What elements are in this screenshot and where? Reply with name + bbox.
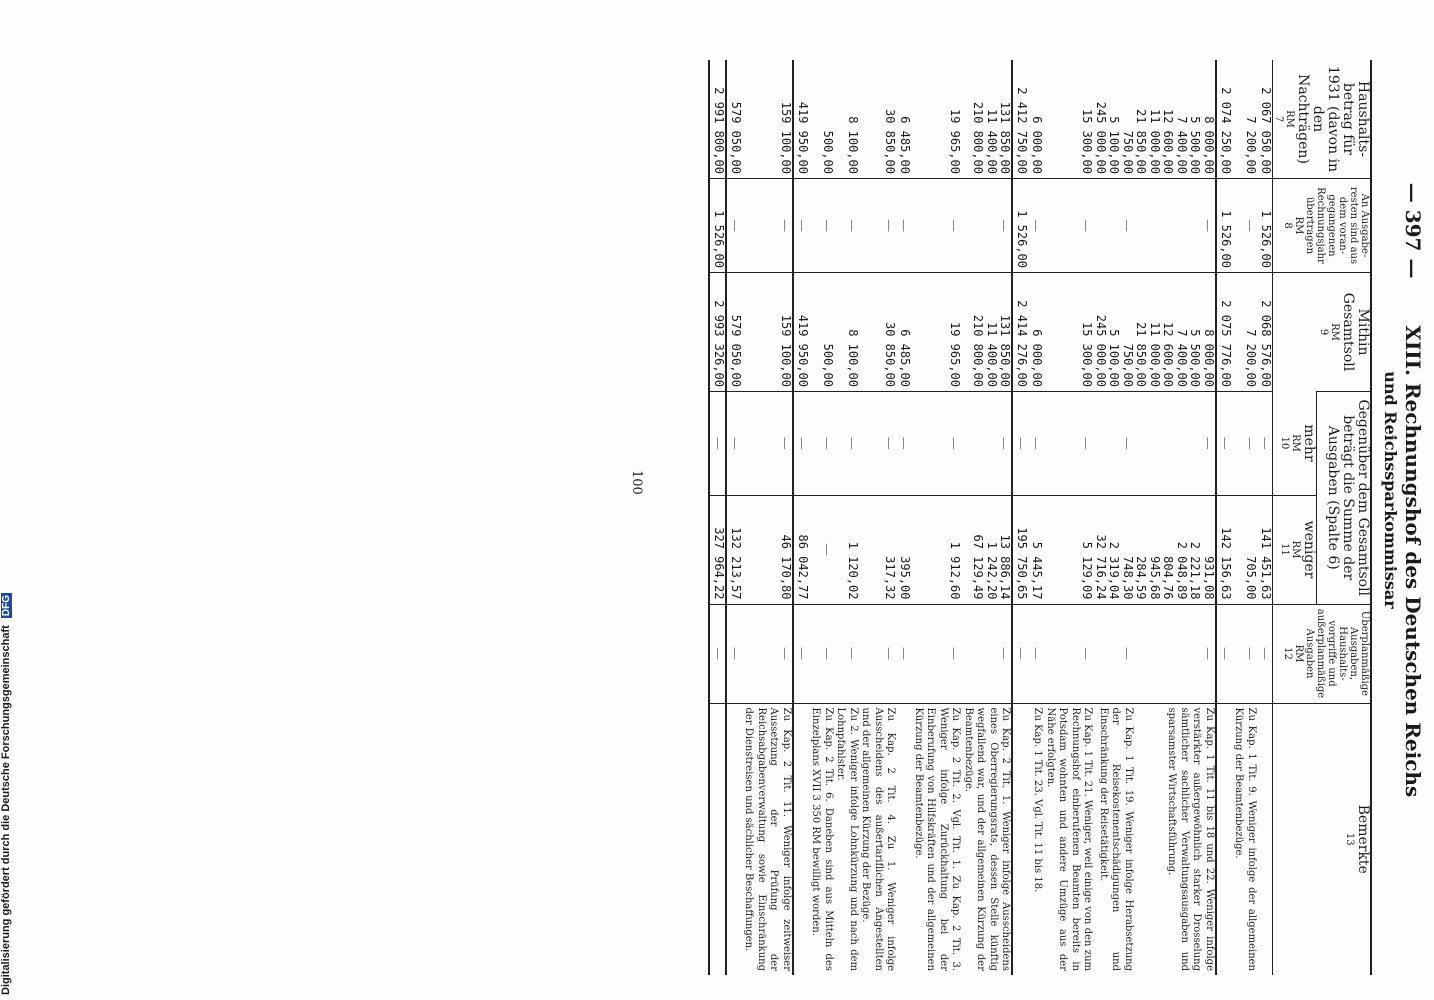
dfg-credit-strip <box>0 0 14 1000</box>
cell-c8: 1 526,00 <box>1216 179 1232 273</box>
cell-c12: — <box>1029 604 1044 703</box>
cell-c10: — <box>709 392 726 496</box>
cell-remark: Zu 2. Weniger infolge Lohnkürzung und nach dem Lohnpfahlster. <box>834 703 859 975</box>
cell-c10: — <box>809 392 834 496</box>
cell-c7: 2 412 750,00 <box>1013 60 1029 179</box>
cell-c12: — <box>1094 604 1135 703</box>
cell-c12: — <box>834 604 859 703</box>
cell-c11: 46 170,80 <box>742 495 793 604</box>
chapter-title: XIII. Rechnungshof des Deutschen Reichs <box>1401 325 1425 798</box>
cell-c8: 1 526,00 <box>1013 179 1029 273</box>
cell-c12: — <box>1044 604 1094 703</box>
cell-c9: 2 414 276,00 <box>1013 273 1029 392</box>
cell-c12: — <box>709 604 726 703</box>
cell-c7: 419 950,00 <box>793 60 809 179</box>
page-number: — 397 — <box>1401 182 1425 279</box>
cell-c11: 748,30 2 319,04 32 716,24 <box>1094 495 1135 604</box>
cell-c12: — <box>793 604 809 703</box>
cell-c12: — <box>742 604 793 703</box>
cell-remark <box>1257 703 1273 975</box>
cell-c8: — <box>726 179 742 273</box>
col-10-header: mehr RM 10 <box>1273 392 1317 496</box>
cell-c10: — <box>793 392 809 496</box>
cell-c12: — <box>1232 604 1257 703</box>
cell-c8: — <box>962 179 1013 273</box>
cell-c11: 132 213,57 <box>726 495 742 604</box>
cell-c9: 15 300,00 <box>1044 273 1094 392</box>
budget-table <box>708 60 1372 975</box>
table-row <box>834 60 859 975</box>
cell-c9: 2 075 776,00 <box>1216 273 1232 392</box>
total-row <box>1216 60 1232 975</box>
total-row <box>709 60 726 975</box>
cell-c11: 141 451,63 <box>1257 495 1273 604</box>
table-row <box>1094 60 1135 975</box>
cell-c7: 500,00 <box>821 130 835 174</box>
cell-c9: 6 485,00 <box>897 273 912 392</box>
cell-c8: — <box>897 179 912 273</box>
col-8-header: An Ausgabe-resten sind aus dem voran-gegangenen Rechnungsjahr übertragen RM 8 <box>1273 179 1372 273</box>
cell-c9: 579 050,00 <box>726 273 742 392</box>
cell-c11: 931,08 2 221,18 2 048,89 804,76 945,68 284,59 <box>1134 495 1216 604</box>
cell-c7: 2 991 800,00 <box>709 60 726 179</box>
cell-c11: 142 156,63 <box>1216 495 1232 604</box>
cell-c9: 8 100,00 <box>834 273 859 392</box>
cell-c10: — <box>897 392 912 496</box>
col-13-header: Bemerkte 13 <box>1273 703 1372 975</box>
cell-c10: — <box>834 392 859 496</box>
table-row <box>962 60 1013 975</box>
cell-remark: Zu Kap. 1 Tit. 19. Weniger infolge Herabsetzung der Reisekostenentschädigungen und Einschränkung der Reisetätigkeit. <box>1094 703 1135 975</box>
cell-c12: — <box>962 604 1013 703</box>
cell-remark <box>897 703 912 975</box>
cell-remark: Zu Kap. 1 Tit. 11 bis 18 und 22. Weniger infolge verstärkter außergewöhnlich starker Drosselung sämtlicher sachlicher Verwaltungsausgaben und sparsamster Wirtschaftsführung. <box>1134 703 1216 975</box>
table-row <box>912 60 962 975</box>
cell-c9: 6 000,00 <box>1029 273 1044 392</box>
cell-c11: 317,32 <box>859 495 897 604</box>
cell-c10: — <box>1134 392 1216 496</box>
cell-c12: — <box>1134 604 1216 703</box>
cell-c8: — <box>912 179 962 273</box>
cell-c11: — <box>809 495 834 604</box>
cell-c9: 2 068 576,00 <box>1257 273 1273 392</box>
total-row <box>1013 60 1029 975</box>
cell-c11: 86 042,77 <box>793 495 809 604</box>
col-11-header: weniger RM 11 <box>1273 495 1317 604</box>
cell-c8: 1 526,00 <box>709 179 726 273</box>
cell-c8: — <box>793 179 809 273</box>
cell-c11: 5 445,17 <box>1029 495 1044 604</box>
cell-remark <box>793 703 809 975</box>
cell-c10: — <box>912 392 962 496</box>
dfg-logo: DFG <box>1 595 12 617</box>
total-row <box>793 60 809 975</box>
cell-c12: — <box>726 604 742 703</box>
cell-c11: 1 912,60 <box>912 495 962 604</box>
cell-c10: — <box>1257 392 1273 496</box>
cell-c12: — <box>897 604 912 703</box>
cell-c12: — <box>912 604 962 703</box>
cell-c9: 2 993 326,00 <box>709 273 726 392</box>
chapter-subtitle: und Reichssparkommissar <box>1381 371 1400 609</box>
cell-c12: — <box>1257 604 1273 703</box>
table-row <box>1029 60 1044 975</box>
cell-remark <box>726 703 742 975</box>
cell-c10: — <box>1029 392 1044 496</box>
cell-remark: Zu Kap. 2 Tit. 11. Weniger infolge zeitweiser Aussetzung der Prüfung der Reichsabgabenverwaltung sowie Einschränkung der Dienstreisen und sächlicher Beschaffungen. <box>742 703 793 975</box>
cell-c8: 1 526,00 <box>1257 179 1273 273</box>
budget-table-body <box>709 60 1273 975</box>
dfg-credit-text: Digitalisierung gefördert durch die Deutsche Forschungsgemeinschaft <box>0 625 12 995</box>
cell-remark: Zu Kap. 2 Tit. 2. Vgl. Tit. 1. Zu Kap. 2 Tit. 3. Weniger infolge Zurückhaltung bei der Einberufung von Hilfskräften und der allgemeinen Kürzung der Beamtenbezüge. <box>912 703 962 975</box>
cell-c9: 419 950,00 <box>793 273 809 392</box>
cell-c7: 6 000,00 <box>1030 116 1045 174</box>
col-9-header: Mithin Gesamtsoll RM 9 <box>1273 273 1372 392</box>
table-row <box>742 60 793 975</box>
cell-c10: — <box>1216 392 1232 496</box>
cell-c7: 131 850,00 11 400,00 210 800,00 <box>971 101 1013 174</box>
cell-c8: — <box>1029 179 1044 273</box>
cell-c7: 2 067 050,00 <box>1259 87 1273 174</box>
cell-c12: — <box>859 604 897 703</box>
cell-c7: 579 050,00 <box>726 60 742 179</box>
cell-remark: Zu Kap. 1 Tit. 21. Weniger, weil einige von den zum Rechnungshof einberufenen Beamten bereits in Potsdam wohnten und andere Umzüge aus der Nähe erfolgten. <box>1044 703 1094 975</box>
cell-c7: 7 200,00 <box>1244 116 1258 174</box>
cell-c10: — <box>1094 392 1135 496</box>
cell-c7: 159 100,00 <box>779 101 793 174</box>
cell-c10: — <box>726 392 742 496</box>
col-7-header: Haushalts-betrag für 1931 (davon in den Nachträgen) RM 7 <box>1273 60 1372 179</box>
cell-c11: 5 129,09 <box>1044 495 1094 604</box>
cell-c10: — <box>1044 392 1094 496</box>
cell-c12: — <box>1013 604 1029 703</box>
cell-remark: Zu Kap. 1 Tit. 9. Weniger infolge der allgemeinen Kürzung der Beamtenbezüge. <box>1232 703 1257 975</box>
cell-c10: — <box>962 392 1013 496</box>
cell-c7: 2 074 250,00 <box>1216 60 1232 179</box>
total-row <box>726 60 742 975</box>
col-12-header: Überplanmäßige Ausgaben, Haushalts-vorgriffe und außerplanmäßige Ausgaben RM 12 <box>1273 604 1372 703</box>
cell-remark: Zu Kap. 2 Tit. 6. Daneben sind aus Mitteln des Einzelplans XVII 3 350 RM bewilligt worden. <box>809 703 834 975</box>
cell-c7: 19 965,00 <box>948 108 963 174</box>
cell-c7: 15 300,00 <box>1080 108 1095 174</box>
cell-remark <box>1216 703 1232 975</box>
cell-c8: — <box>809 179 834 273</box>
cell-c8: — <box>834 179 859 273</box>
cell-c10: — <box>1232 392 1257 496</box>
cell-c12: — <box>809 604 834 703</box>
cell-c10: — <box>859 392 897 496</box>
cell-c10: — <box>742 392 793 496</box>
table-row <box>1232 60 1257 975</box>
cell-c10: — <box>1013 392 1029 496</box>
cell-c9: 19 965,00 <box>912 273 962 392</box>
cell-c8: — <box>1134 179 1216 273</box>
cell-c8: — <box>1044 179 1094 273</box>
cell-c11: 195 750,65 <box>1013 495 1029 604</box>
cell-c11: 395,00 <box>897 495 912 604</box>
cell-c9: 30 850,00 <box>859 273 897 392</box>
cell-remark <box>709 703 726 975</box>
table-row <box>859 60 897 975</box>
cell-c12: — <box>1216 604 1232 703</box>
cell-remark: Zu Kap. 1 Tit. 23. Vgl. Tit. 11 bis 18. <box>1029 703 1044 975</box>
cell-remark <box>1013 703 1029 975</box>
cell-c8: — <box>1232 179 1257 273</box>
cell-c9: 159 100,00 <box>742 273 793 392</box>
table-row <box>809 60 834 975</box>
cell-c9: 750,00 5 100,00 245 000,00 <box>1094 273 1135 392</box>
cell-c7: 30 850,00 <box>883 108 898 174</box>
cell-c8: — <box>742 179 793 273</box>
cell-c11: 705,00 <box>1232 495 1257 604</box>
cell-c9: 8 000,00 5 500,00 7 400,00 12 600,00 11 000,00 21 850,00 <box>1134 273 1216 392</box>
cell-c11: 327 964,22 <box>709 495 726 604</box>
cell-c7: 8 000,00 5 500,00 7 400,00 12 600,00 11 000,00 21 850,00 <box>1134 108 1216 174</box>
cell-c9: 131 850,00 11 400,00 210 800,00 <box>962 273 1013 392</box>
page-header <box>1402 150 1424 830</box>
cell-c11: 1 120,02 <box>834 495 859 604</box>
comparison-group-header: Gegenüber dem Gesamtsoll beträgt die Summe der Ausgaben (Spalte 6) <box>1317 392 1371 605</box>
table-row <box>1257 60 1273 975</box>
folio-number: 100 <box>629 470 644 495</box>
cell-c11: 13 886,14 1 242,20 67 129,49 <box>962 495 1013 604</box>
table-row <box>1044 60 1094 975</box>
cell-remark: Zu Kap. 2 Tit. 4. Zu 1. Weniger infolge Ausscheidens des außertariflichen Angestellten und der allgemeinen Kürzung der Bezüge. <box>859 703 897 975</box>
cell-c9: 500,00 <box>809 273 834 392</box>
cell-c9: 7 200,00 <box>1232 273 1257 392</box>
cell-c8: — <box>859 179 897 273</box>
cell-remark: Zu Kap. 2 Tit. 1. Weniger infolge Ausscheidens eines Oberregierungsrats, dessen Stelle künftig wegfallend war, und der allgemeinen Kürzung der Beamtenbezüge. <box>962 703 1013 975</box>
cell-c7: 750,00 5 100,00 245 000,00 <box>1094 101 1135 174</box>
cell-c8: — <box>1094 179 1135 273</box>
table-row <box>897 60 912 975</box>
cell-c7: 8 100,00 <box>846 116 860 174</box>
table-row <box>1134 60 1216 975</box>
cell-c7: 6 485,00 <box>898 116 913 174</box>
